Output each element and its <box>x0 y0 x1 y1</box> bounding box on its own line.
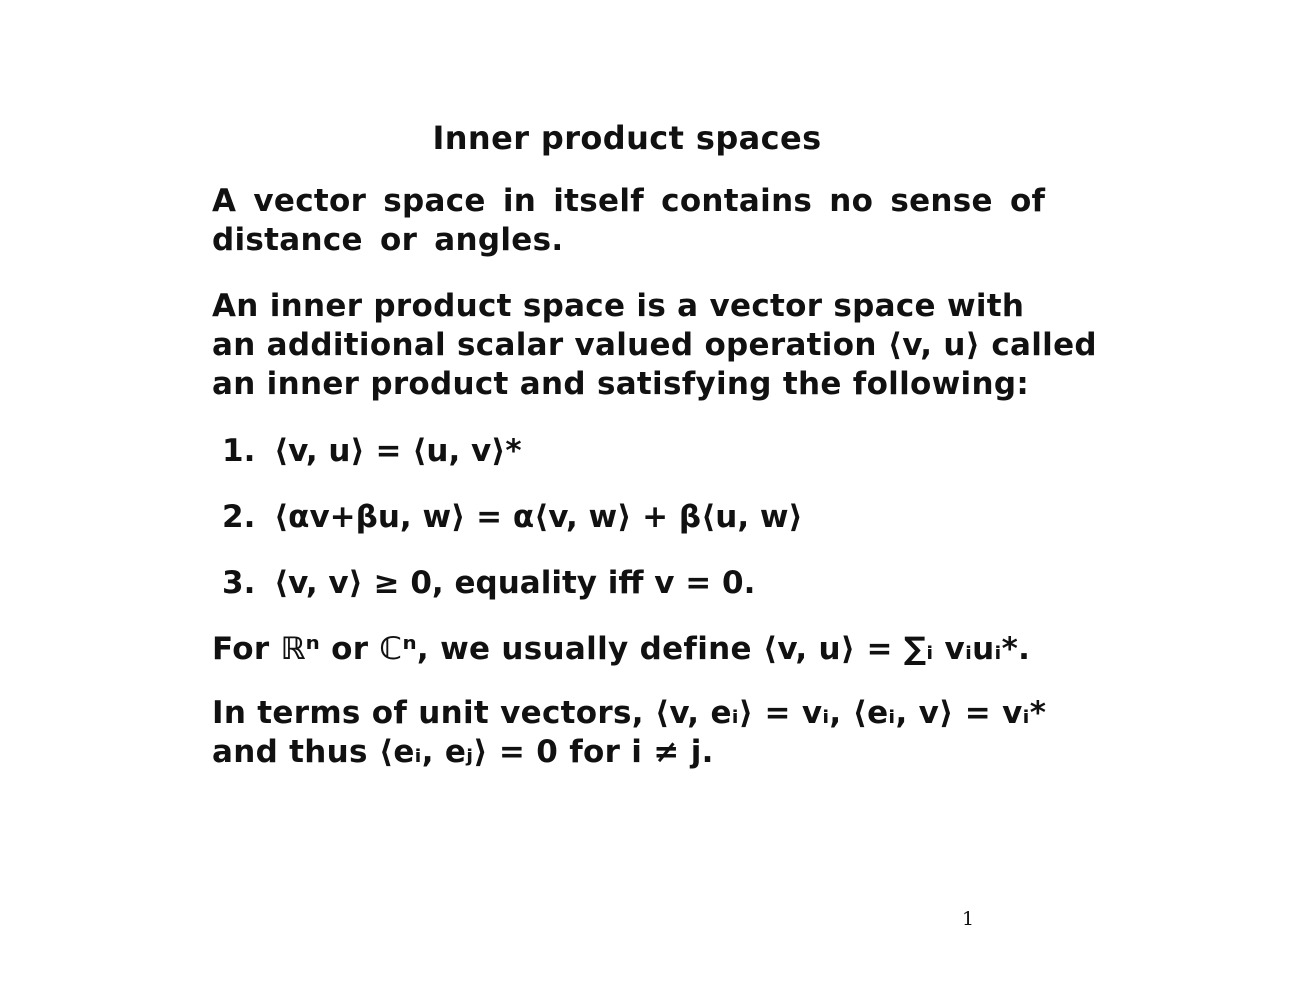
axiom-item <box>222 432 1072 471</box>
axiom-formula: ⟨αv+βu, w⟩ = α⟨v, w⟩ + β⟨u, w⟩ <box>274 499 803 535</box>
paragraph-intro <box>212 182 1072 260</box>
axiom-item <box>222 498 1072 537</box>
axiom-number: 3. <box>222 565 256 601</box>
paragraph-intro-line-2: distance or angles. <box>212 222 564 258</box>
slide-title: Inner product spaces <box>432 119 822 157</box>
paragraph-definition-line-2: an additional scalar valued operation ⟨v, u⟩ called <box>212 327 1097 363</box>
paragraph-unit-vectors <box>212 694 1072 772</box>
axiom-item <box>222 564 1072 603</box>
paragraph-intro-line-1: A vector space in itself contains no sense of <box>212 183 1046 219</box>
paragraph-unit-vectors-line-1: In terms of unit vectors, ⟨v, eᵢ⟩ = vᵢ, ⟨eᵢ, v⟩ = vᵢ* <box>212 695 1047 731</box>
axiom-formula: ⟨v, v⟩ ≥ 0, equality iff v = 0. <box>274 565 756 601</box>
paragraph-euclidean-definition: For ℝⁿ or ℂⁿ, we usually define ⟨v, u⟩ = ∑ᵢ vᵢuᵢ*. <box>212 631 1031 667</box>
axiom-number: 2. <box>222 499 256 535</box>
paragraph-unit-vectors-line-2: and thus ⟨eᵢ, eⱼ⟩ = 0 for i ≠ j. <box>212 734 714 770</box>
axiom-number: 1. <box>222 433 256 469</box>
paragraph-definition-line-1: An inner product space is a vector space with <box>212 288 1025 324</box>
paragraph-definition <box>212 287 1097 404</box>
axiom-list <box>222 432 1072 603</box>
page-number: 1 <box>962 908 975 930</box>
paragraph-definition-line-3: an inner product and satisfying the following: <box>212 366 1030 402</box>
slide-content <box>212 118 1097 772</box>
axiom-formula: ⟨v, u⟩ = ⟨u, v⟩* <box>274 433 522 469</box>
